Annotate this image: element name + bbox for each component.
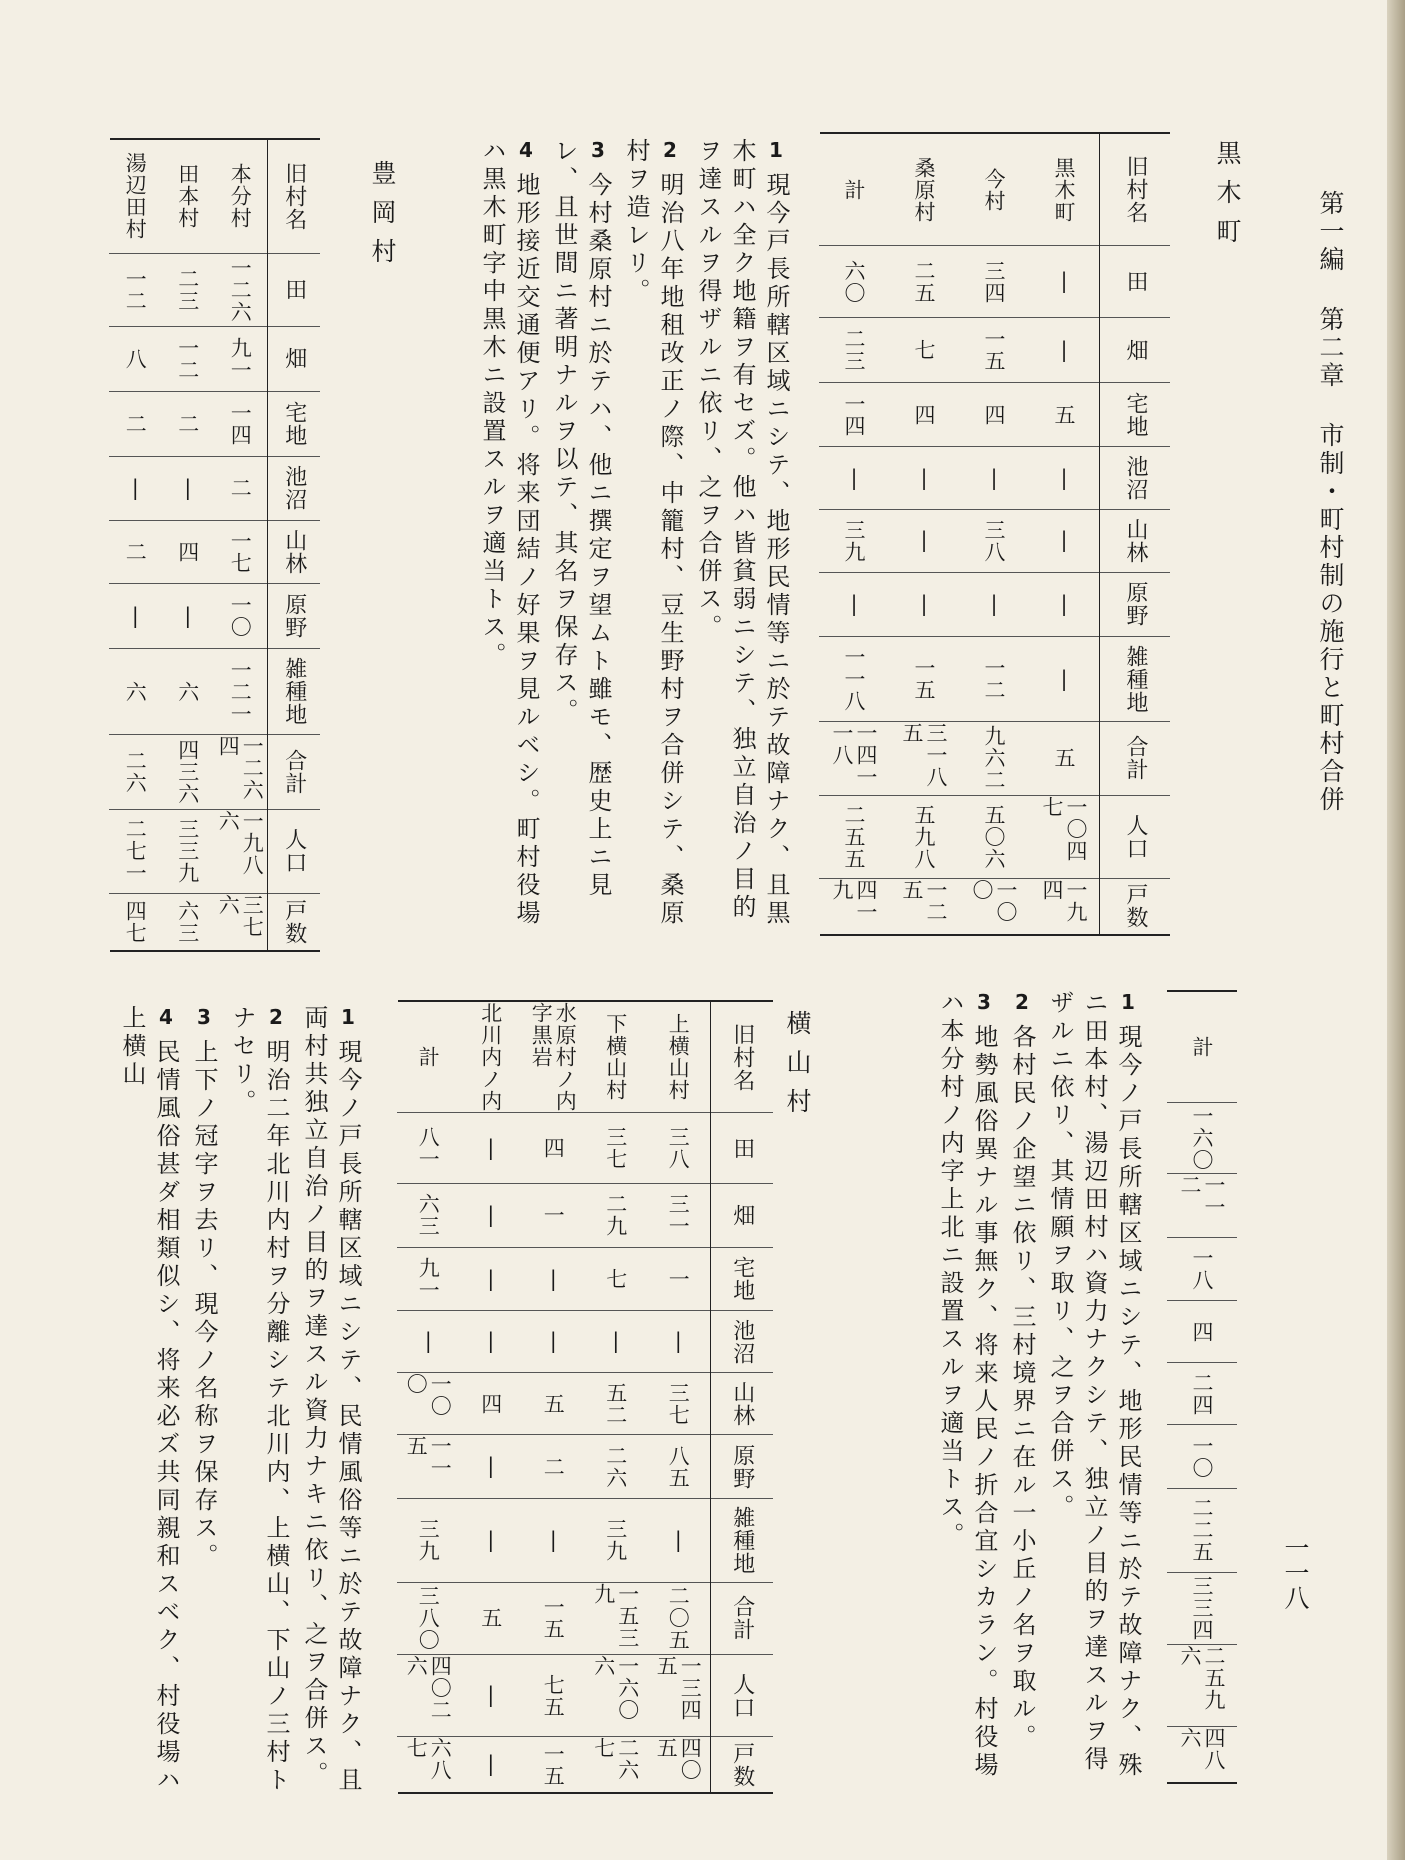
yokoyama-data-column	[522, 1002, 585, 1792]
yokoyama-column-header: 山林	[711, 1373, 774, 1435]
kuroki-column-header: 雑種地	[1100, 637, 1170, 722]
toyooka-cell: 四三六	[162, 735, 215, 810]
toyooka-total-cell: 一一二	[1167, 1174, 1237, 1238]
kuroki-note-number: 3	[586, 138, 610, 166]
yokoyama-cell: 一	[522, 1184, 585, 1248]
toyooka-cell: 湯辺田村	[109, 140, 162, 254]
yokoyama-table	[398, 1000, 773, 1794]
yokoyama-column-header: 旧村名	[711, 1002, 774, 1113]
kuroki-cell: |	[1029, 510, 1099, 573]
toyooka-total-cell: 二四	[1167, 1363, 1237, 1425]
toyooka-cell: |	[162, 584, 215, 649]
kuroki-header-column	[1099, 134, 1170, 934]
kuroki-note	[619, 138, 687, 938]
yokoyama-cell: 三七	[585, 1113, 648, 1184]
kuroki-data-column	[1029, 134, 1099, 934]
kuroki-column-header: 山林	[1100, 510, 1170, 573]
kuroki-cell: 四	[959, 383, 1029, 448]
kuroki-column-header: 旧村名	[1100, 134, 1170, 246]
yokoyama-cell: 三七	[647, 1373, 710, 1435]
yokoyama-cell: 六八七	[404, 1737, 453, 1782]
yokoyama-data-column	[460, 1002, 523, 1792]
kuroki-cell: 三八	[959, 510, 1029, 573]
kuroki-cell: |	[1029, 246, 1099, 318]
yokoyama-cell: |	[522, 1311, 585, 1373]
kuroki-cell: |	[1029, 318, 1099, 383]
toyooka-column-header: 合計	[268, 735, 321, 810]
kuroki-cell: 四	[889, 383, 959, 448]
yokoyama-cell: |	[460, 1655, 523, 1737]
toyooka-total-cell: 三三四	[1167, 1573, 1237, 1646]
kuroki-note-number: 1	[764, 138, 788, 166]
yokoyama-note-text: 明治二年北川内村ヲ分離シテ北川内、上横山、下山ノ三村トナセリ。	[228, 1005, 290, 1795]
toyooka-data-column	[162, 140, 215, 950]
yokoyama-cell: 二	[522, 1435, 585, 1499]
kuroki-note	[691, 138, 793, 938]
kuroki-cell: 一二五	[900, 878, 948, 923]
toyooka-column-header: 池沼	[268, 457, 321, 520]
yokoyama-column-header: 池沼	[711, 1311, 774, 1373]
yokoyama-cell: |	[460, 1435, 523, 1499]
kuroki-cell: 一五	[889, 637, 959, 722]
kuroki-column-header: 合計	[1100, 722, 1170, 796]
kuroki-cell: 黒木町	[1029, 134, 1099, 246]
toyooka-column-header: 旧村名	[268, 140, 321, 254]
yokoyama-cell: 下横山村	[585, 1002, 648, 1113]
yokoyama-cell: 五	[460, 1583, 523, 1656]
yokoyama-cell: 三八〇	[397, 1583, 460, 1656]
yokoyama-note-text: 上下ノ冠字ヲ去リ、現今ノ名称ヲ保存ス。	[190, 1039, 218, 1571]
yokoyama-cell: |	[460, 1499, 523, 1583]
kuroki-cell: 三九	[819, 510, 889, 573]
yokoyama-column-header: 原野	[711, 1435, 774, 1499]
toyooka-cell: 二	[109, 392, 162, 457]
toyooka-cell: 四	[162, 521, 215, 584]
kuroki-note-number: 4	[514, 138, 538, 166]
toyooka-cell: 一二六	[214, 254, 267, 327]
toyooka-header-column	[267, 140, 321, 950]
toyooka-note-number: 2	[1010, 990, 1034, 1018]
yokoyama-column-header: 戸数	[729, 1741, 755, 1788]
yokoyama-notes	[111, 1005, 365, 1795]
toyooka-cell: 九一	[214, 327, 267, 392]
toyooka-cell: 一二	[162, 327, 215, 392]
yokoyama-column-header: 合計	[711, 1583, 774, 1656]
kuroki-note-number: 2	[658, 138, 682, 166]
kuroki-cell: |	[1029, 573, 1099, 638]
yokoyama-cell: |	[460, 1248, 523, 1312]
toyooka-column-header: 人口	[268, 810, 321, 894]
yokoyama-cell: 上横山村	[647, 1002, 710, 1113]
kuroki-column-header: 畑	[1100, 318, 1170, 383]
kuroki-cell: |	[819, 573, 889, 638]
yokoyama-cell: 水原村ノ内字黒岩	[522, 1002, 585, 1113]
kuroki-cell: |	[1029, 637, 1099, 722]
toyooka-data-column	[214, 140, 267, 950]
toyooka-cell: |	[109, 457, 162, 520]
yokoyama-cell: 四〇二六	[397, 1655, 460, 1737]
yokoyama-cell: 一五	[522, 1583, 585, 1656]
toyooka-cell: |	[162, 457, 215, 520]
yokoyama-column-header: 人口	[711, 1655, 774, 1737]
kuroki-column-header: 戸数	[1123, 883, 1148, 930]
toyooka-cell: 八	[109, 327, 162, 392]
yokoyama-column-header: 宅地	[711, 1248, 774, 1312]
yokoyama-cell: 二六	[585, 1435, 648, 1499]
yokoyama-cell: 四〇五	[654, 1737, 703, 1782]
yokoyama-title: 横山村	[783, 1010, 812, 1127]
kuroki-note	[547, 138, 615, 938]
yokoyama-cell: |	[460, 1184, 523, 1248]
yokoyama-cell: |	[478, 1752, 503, 1778]
toyooka-cell: 一〇	[214, 584, 267, 649]
kuroki-cell: 二五	[889, 246, 959, 318]
yokoyama-note-number: 3	[192, 1005, 216, 1033]
toyooka-total-cell: 二二五	[1167, 1489, 1237, 1573]
kuroki-cell: |	[889, 447, 959, 510]
yokoyama-cell: 五二	[585, 1373, 648, 1435]
yokoyama-note-number: 2	[264, 1005, 288, 1033]
yokoyama-cell: |	[585, 1311, 648, 1373]
kuroki-note-text: 現今戸長所轄区域ニシテ、地形民情等ニ於テ故障ナク、且黒木町ハ全ク地籍ヲ有セズ。他ハ皆貧弱ニシテ、独立自治ノ目的ヲ達スルヲ得ザルニ依リ、之ヲ合併ス。	[694, 138, 790, 928]
toyooka-cell: 一四	[214, 392, 267, 457]
kuroki-cell: |	[1029, 447, 1099, 510]
yokoyama-cell: 六三	[397, 1184, 460, 1248]
toyooka-column-header: 山林	[268, 521, 321, 584]
toyooka-cell: 二三	[162, 254, 215, 327]
toyooka-table	[110, 138, 320, 952]
kuroki-cell: 一〇〇	[970, 878, 1018, 923]
toyooka-kei-table	[1167, 990, 1237, 1784]
toyooka-cell: 田本村	[162, 140, 215, 254]
kuroki-cell: 五	[1029, 722, 1099, 796]
yokoyama-data-column	[397, 1002, 460, 1792]
kuroki-data-column	[819, 134, 889, 934]
kuroki-title: 黒木町	[1213, 140, 1242, 257]
toyooka-data-column	[109, 140, 162, 950]
yokoyama-cell: 九一	[397, 1248, 460, 1312]
kuroki-cell: |	[889, 510, 959, 573]
yokoyama-note	[187, 1005, 221, 1795]
yokoyama-cell: |	[647, 1499, 710, 1583]
yokoyama-cell: |	[647, 1311, 710, 1373]
yokoyama-cell: |	[397, 1311, 460, 1373]
yokoyama-note-text: 現今ノ戸長所轄区域ニシテ、民情風俗等ニ於テ故障ナク、且両村共独立自治ノ目的ヲ達スル資力ナキニ依リ、之ヲ合併ス。	[300, 1005, 362, 1795]
toyooka-cell: 二七一	[109, 810, 162, 894]
toyooka-cell: 本分村	[214, 140, 267, 254]
yokoyama-cell: |	[522, 1499, 585, 1583]
kuroki-cell: 三一八五	[889, 722, 959, 796]
yokoyama-column-header: 田	[711, 1113, 774, 1184]
toyooka-total-cell: 四	[1167, 1301, 1237, 1363]
kuroki-column-header: 宅地	[1100, 383, 1170, 448]
kuroki-column-header: 原野	[1100, 573, 1170, 638]
kuroki-cell: |	[889, 573, 959, 638]
kuroki-cell: 一二	[959, 637, 1029, 722]
toyooka-note-text: 地勢風俗異ナル事無ク、将来人民ノ折合宜シカラン。村役場ハ本分村ノ内字上北ニ設置スルヲ適当トス。	[936, 990, 998, 1780]
toyooka-cell: 六三	[175, 899, 200, 944]
toyooka-cell: 二六	[109, 735, 162, 810]
toyooka-note	[933, 990, 1001, 1780]
toyooka-note-number: 3	[972, 990, 996, 1018]
kuroki-column-header: 人口	[1100, 796, 1170, 879]
toyooka-cell: 一二六四	[214, 735, 267, 810]
kuroki-cell: 五〇六	[959, 796, 1029, 879]
yokoyama-cell: 三九	[585, 1499, 648, 1583]
yokoyama-cell: 一一五	[397, 1435, 460, 1499]
yokoyama-cell: 八五	[647, 1435, 710, 1499]
kuroki-cell: 六〇	[819, 246, 889, 318]
kuroki-cell: 五	[1029, 383, 1099, 448]
yokoyama-cell: 三八	[647, 1113, 710, 1184]
toyooka-cell: 三三九	[162, 810, 215, 894]
yokoyama-cell: 四	[522, 1113, 585, 1184]
toyooka-total-column	[1167, 992, 1237, 1782]
kuroki-cell: |	[959, 573, 1029, 638]
yokoyama-cell: 三一	[647, 1184, 710, 1248]
kuroki-table	[820, 132, 1170, 936]
toyooka-notes	[929, 990, 1145, 1780]
kuroki-cell: 七	[889, 318, 959, 383]
yokoyama-cell: 計	[397, 1002, 460, 1113]
yokoyama-cell: 一	[647, 1248, 710, 1312]
kuroki-column-header: 田	[1100, 246, 1170, 318]
yokoyama-cell: 八一	[397, 1113, 460, 1184]
toyooka-cell: 一二	[109, 254, 162, 327]
kuroki-cell: |	[819, 447, 889, 510]
toyooka-column-header: 戸数	[281, 898, 307, 945]
yokoyama-cell: 七	[585, 1248, 648, 1312]
toyooka-note	[1043, 990, 1145, 1780]
toyooka-cell: 二	[109, 521, 162, 584]
kuroki-cell: 三四	[959, 246, 1029, 318]
kuroki-cell: 一四	[819, 383, 889, 448]
running-head: 第一編 第二章 市制・町村制の施行と町村合併	[1316, 190, 1345, 814]
yokoyama-data-column	[647, 1002, 710, 1792]
yokoyama-cell: 一六〇六	[585, 1655, 648, 1737]
toyooka-cell: 四七	[123, 899, 148, 944]
toyooka-note-text: 現今ノ戸長所轄区域ニシテ、地形民情等ニ於テ故障ナク、殊ニ田本村、湯辺田村ハ資力ナクシテ、独立ノ目的ヲ達スルヲ得ザルニ依リ、其情願ヲ取リ、之ヲ合併ス。	[1046, 990, 1142, 1780]
yokoyama-cell: 一五	[541, 1742, 566, 1787]
toyooka-title: 豊岡村	[368, 160, 397, 277]
toyooka-total-cell: 計	[1167, 992, 1237, 1103]
yokoyama-note	[225, 1005, 293, 1795]
kuroki-note-text: 今村桑原村ニ於テハ、他ニ撰定ヲ望ムト雖モ、歴史上ニ見レ、且世間ニ著明ナルヲ以テ、其名ヲ保存ス。	[550, 138, 612, 900]
toyooka-note-number: 1	[1116, 990, 1140, 1018]
toyooka-cell: 一九八六	[214, 810, 267, 894]
yokoyama-cell: 一三四五	[647, 1655, 710, 1737]
yokoyama-header-column	[710, 1002, 774, 1792]
toyooka-cell: 一七	[214, 521, 267, 584]
yokoyama-column-header: 畑	[711, 1184, 774, 1248]
yokoyama-data-column	[585, 1002, 648, 1792]
yokoyama-cell: 三九	[397, 1499, 460, 1583]
kuroki-cell: 今村	[959, 134, 1029, 246]
yokoyama-cell: |	[460, 1113, 523, 1184]
yokoyama-cell: 一〇〇	[397, 1373, 460, 1435]
kuroki-cell: 一四一一八	[819, 722, 889, 796]
yokoyama-cell: 四	[460, 1373, 523, 1435]
yokoyama-note	[297, 1005, 365, 1795]
kuroki-note-text: 地形接近交通便アリ。将来団結ノ好果ヲ見ルベシ。町村役場ハ黒木町字中黒木ニ設置スルヲ適当トス。	[478, 138, 540, 928]
yokoyama-cell: |	[460, 1311, 523, 1373]
kuroki-cell: 一〇四七	[1029, 796, 1099, 879]
kuroki-cell: 二三	[819, 318, 889, 383]
toyooka-column-header: 原野	[268, 584, 321, 649]
toyooka-cell: 三七六	[216, 893, 265, 938]
toyooka-cell: |	[109, 584, 162, 649]
yokoyama-cell: 二九	[585, 1184, 648, 1248]
page-edge	[1387, 0, 1405, 1860]
page-number: 一一八	[1281, 1535, 1310, 1610]
kuroki-cell: 一九四	[1040, 878, 1088, 923]
yokoyama-column-header: 雑種地	[711, 1499, 774, 1583]
yokoyama-cell: 一五三九	[585, 1583, 648, 1656]
toyooka-note	[1005, 990, 1039, 1780]
kuroki-note	[475, 138, 543, 938]
toyooka-total-cell: 四八六	[1178, 1727, 1226, 1772]
toyooka-cell: 二	[162, 392, 215, 457]
toyooka-total-cell: 一六〇	[1167, 1103, 1237, 1174]
kuroki-cell: 四一九	[830, 878, 878, 923]
yokoyama-cell: 二〇五	[647, 1583, 710, 1656]
toyooka-column-header: 田	[268, 254, 321, 327]
yokoyama-note-text: 民情風俗甚ダ相類似シ、将来必ズ共同親和スベク、村役場ハ上横山	[118, 1005, 180, 1795]
toyooka-note-text: 各村民ノ企望ニ依リ、三村境界ニ在ル一小丘ノ名ヲ取ル。	[1008, 1024, 1036, 1752]
yokoyama-cell: |	[522, 1248, 585, 1312]
toyooka-cell: 二	[214, 457, 267, 520]
kuroki-cell: 九六二	[959, 722, 1029, 796]
kuroki-cell: 桑原村	[889, 134, 959, 246]
toyooka-column-header: 宅地	[268, 392, 321, 457]
toyooka-total-cell: 一八	[1167, 1238, 1237, 1302]
toyooka-total-cell: 二五九六	[1167, 1645, 1237, 1727]
yokoyama-note-number: 4	[154, 1005, 178, 1033]
kuroki-cell: 五九八	[889, 796, 959, 879]
kuroki-cell: 一五	[959, 318, 1029, 383]
toyooka-column-header: 雑種地	[268, 649, 321, 735]
yokoyama-cell: 五	[522, 1373, 585, 1435]
kuroki-cell: 一一八	[819, 637, 889, 722]
yokoyama-cell: 七五	[522, 1655, 585, 1737]
yokoyama-cell: 北川内ノ内	[460, 1002, 523, 1113]
toyooka-cell: 六	[162, 649, 215, 735]
kuroki-data-column	[959, 134, 1029, 934]
yokoyama-note	[115, 1005, 183, 1795]
kuroki-cell: 二五五	[819, 796, 889, 879]
toyooka-cell: 六	[109, 649, 162, 735]
yokoyama-note-number: 1	[336, 1005, 360, 1033]
kuroki-column-header: 池沼	[1100, 447, 1170, 510]
toyooka-cell: 一二一	[214, 649, 267, 735]
kuroki-note-text: 明治八年地租改正ノ際、中籠村、豆生野村ヲ合併シテ、桑原村ヲ造レリ。	[622, 138, 684, 928]
kuroki-notes	[471, 138, 793, 938]
kuroki-cell: 計	[819, 134, 889, 246]
kuroki-cell: |	[959, 447, 1029, 510]
toyooka-column-header: 畑	[268, 327, 321, 392]
kuroki-data-column	[889, 134, 959, 934]
yokoyama-cell: 二六七	[591, 1737, 640, 1782]
toyooka-total-cell: 一〇	[1167, 1425, 1237, 1489]
